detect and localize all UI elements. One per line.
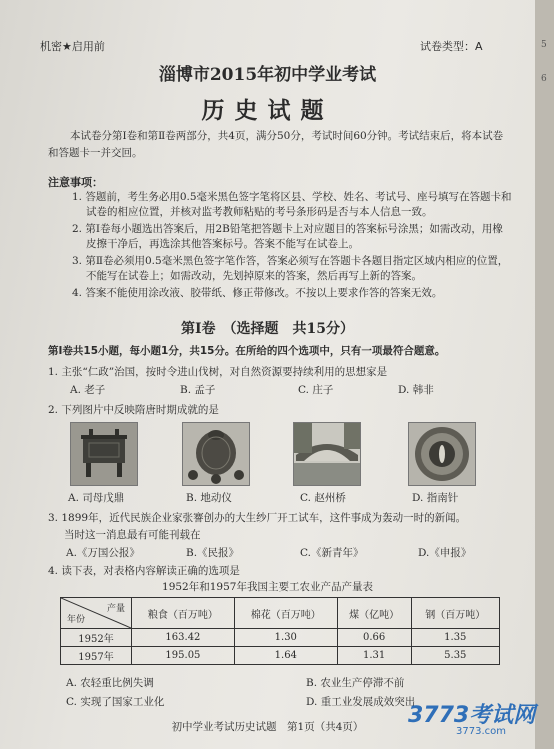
question-4-stem: 4. 读下表，对表格内容解读正确的选项是 <box>48 565 240 577</box>
q4-option-d[interactable]: D. 重工业发展成效突出 <box>306 696 416 708</box>
table-cell: 1.30 <box>234 629 337 647</box>
next-page-edge <box>535 0 554 749</box>
notice-item: 1. 答题前，考生务必用0.5毫米黑色签字笔将区县、学校、姓名、考试号、座号填写在答题卡和试卷的相应位置，并核对监考教师粘贴的考号条形码是否与本人信息一致。 <box>72 191 512 218</box>
q1-option-d[interactable]: D. 韩非 <box>398 384 434 396</box>
corner-label-year: 年份 <box>67 615 86 625</box>
table-row <box>61 647 500 665</box>
q4-option-a[interactable]: A. 农轻重比例失调 <box>66 677 154 689</box>
q1-option-b[interactable]: B. 孟子 <box>180 384 216 396</box>
exam-title: 淄博市2015年初中学业考试 <box>158 65 377 85</box>
edge-mark: 5 <box>541 40 547 50</box>
table-header-row <box>61 598 500 629</box>
q3-option-a[interactable]: A.《万国公报》 <box>66 547 140 559</box>
page-footer: 初中学业考试历史试题 第1页（共4页） <box>171 721 364 733</box>
question-3-stem-cont: 当时这一消息最有可能刊载在 <box>64 529 201 541</box>
paper-type: 试卷类型：A <box>420 40 483 53</box>
notice-item: 4. 答案不能使用涂改液、胶带纸、修正带修改。不按以上要求作答的答案无效。 <box>72 287 443 299</box>
notice-item: 3. 第Ⅱ卷必须用0.5毫米黑色签字笔作答，答案必须写在答题卡各题目指定区域内相应的位置，不能写在试卷上；如需改动，先划掉原来的答案，然后再写上新的答案。 <box>72 255 509 282</box>
notice-heading: 注意事项： <box>48 176 103 189</box>
q2-option-d[interactable]: D. 指南针 <box>412 492 459 504</box>
q3-option-c[interactable]: C.《新青年》 <box>300 547 364 559</box>
table-cell: 1.31 <box>337 647 411 665</box>
q4-option-b[interactable]: B. 农业生产停滞不前 <box>306 677 405 689</box>
notice-list <box>72 190 512 303</box>
column-header: 钢（百万吨） <box>411 598 499 629</box>
table-cell: 0.66 <box>337 629 411 647</box>
table-row <box>61 629 500 647</box>
watermark-logo: 3773考试网 <box>408 703 536 728</box>
intro-paragraph: 本试卷分第Ⅰ卷和第Ⅱ卷两部分，共4页，满分50分，考试时间60分钟。考试结束后，将本试卷和答题卡一并交回。 <box>48 130 504 159</box>
question-1-stem: 1. 主张“仁政”治国，按时令进山伐树，对自然资源要持续利用的思想家是 <box>48 366 388 378</box>
q1-option-a[interactable]: A. 老子 <box>70 384 106 396</box>
confidential-mark: 机密★启用前 <box>40 40 105 53</box>
column-header: 棉花（百万吨） <box>234 598 337 629</box>
table-cell: 163.42 <box>132 629 235 647</box>
section-description: 第Ⅰ卷共15小题，每小题1分，共15分。在所给的四个选项中，只有一项最符合题意。 <box>48 345 446 357</box>
question-3-stem: 3. 1899年，近代民族企业家张謇创办的大生纱厂开工试车，这件事成为轰动一时的新闻。 <box>48 512 467 524</box>
q1-option-c[interactable]: C. 庄子 <box>298 384 334 396</box>
q4-option-c[interactable]: C. 实现了国家工业化 <box>66 696 165 708</box>
table-cell: 195.05 <box>132 647 235 665</box>
column-header: 煤（亿吨） <box>337 598 411 629</box>
q2-option-a[interactable]: A. 司母戊鼎 <box>68 492 125 504</box>
q2-option-c[interactable]: C. 赵州桥 <box>300 492 346 504</box>
watermark-url: 3773.com <box>456 726 506 737</box>
row-year: 1957年 <box>61 647 132 665</box>
table-cell: 5.35 <box>411 647 499 665</box>
table-cell: 1.64 <box>234 647 337 665</box>
q2-option-b[interactable]: B. 地动仪 <box>186 492 232 504</box>
table-title: 1952年和1957年我国主要工农业产品产量表 <box>162 581 373 593</box>
question-2-stem: 2. 下列图片中反映隋唐时期成就的是 <box>48 404 219 416</box>
corner-label-output: 产量 <box>106 604 125 614</box>
subject-title: 历史试题 <box>201 97 334 124</box>
compass-image <box>408 422 476 486</box>
table-corner-cell <box>61 598 132 629</box>
seismograph-image <box>182 422 250 486</box>
q3-option-d[interactable]: D.《申报》 <box>418 547 472 559</box>
column-header: 粮食（百万吨） <box>132 598 235 629</box>
row-year: 1952年 <box>61 629 132 647</box>
table-cell: 1.35 <box>411 629 499 647</box>
simuwu-ding-image <box>70 422 138 486</box>
zhaozhou-bridge-image <box>293 422 361 486</box>
edge-mark: 6 <box>541 74 547 84</box>
production-table <box>60 597 500 665</box>
section-title: 第Ⅰ卷 （选择题 共15分） <box>180 321 355 337</box>
q3-option-b[interactable]: B.《民报》 <box>186 547 240 559</box>
notice-item: 2. 第Ⅰ卷每小题选出答案后，用2B铅笔把答题卡上对应题目的答案标号涂黑；如需改动，用橡皮擦干净后，再选涂其他答案标号。答案不能写在试卷上。 <box>72 223 503 250</box>
